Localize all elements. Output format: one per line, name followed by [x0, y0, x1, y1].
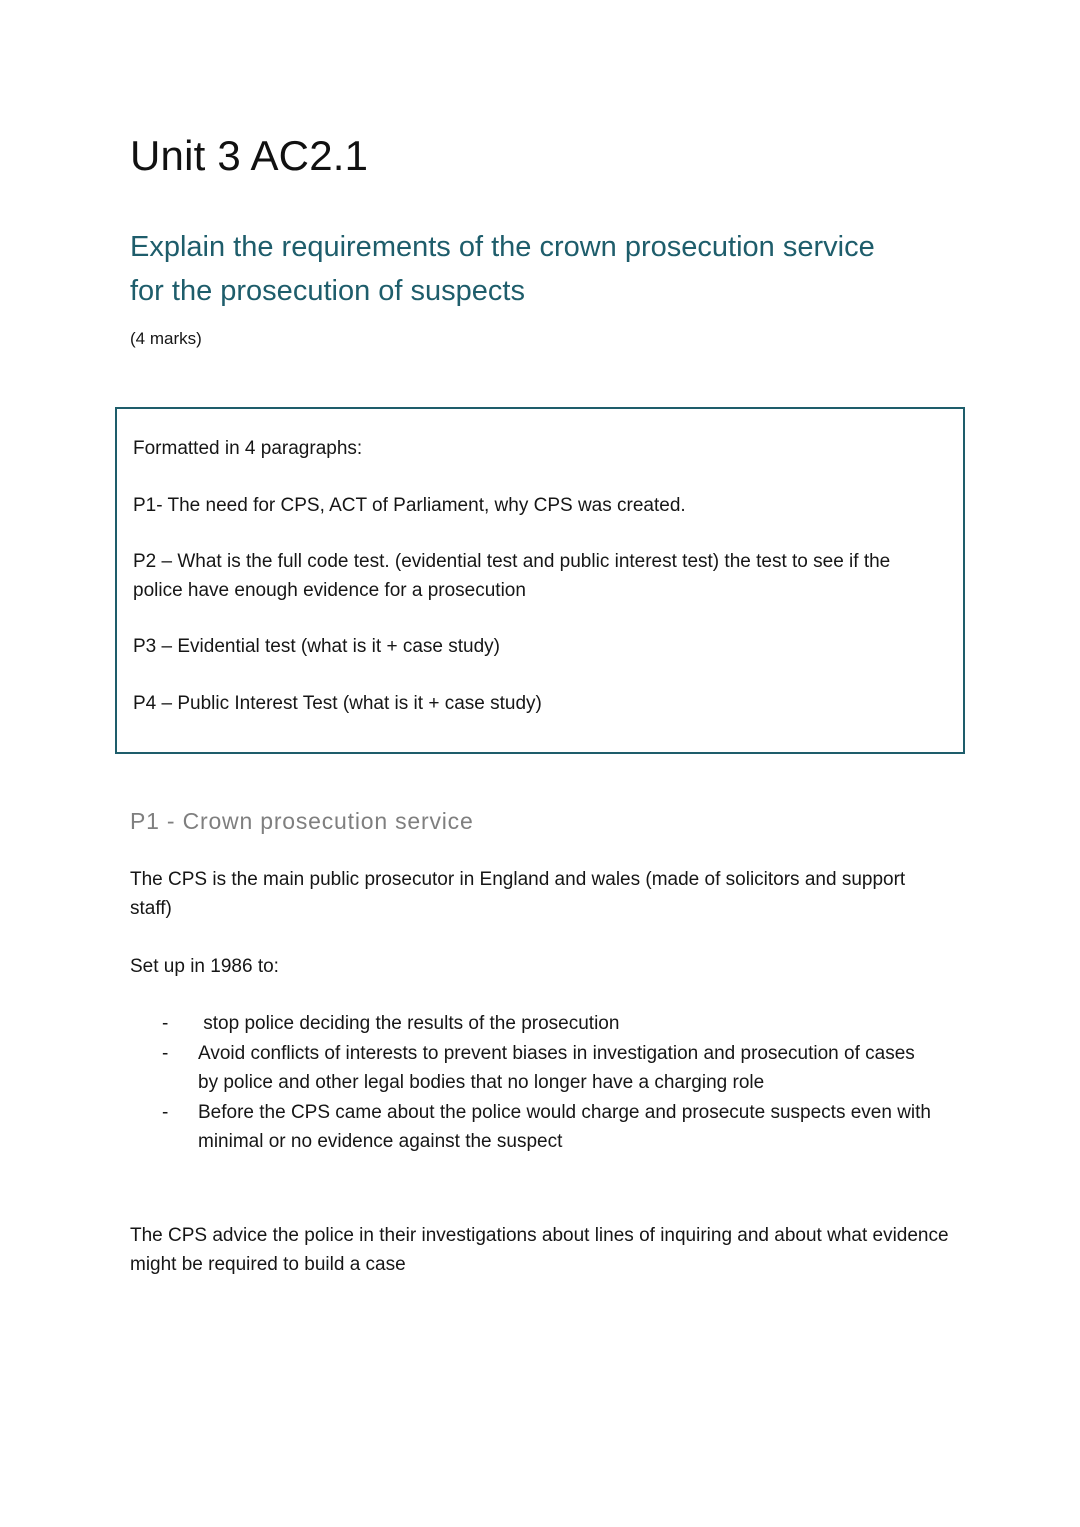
assignment-question-heading: Explain the requirements of the crown prosecution service for the prosecution of suspects — [130, 231, 875, 307]
dash-marker: - — [162, 1101, 169, 1123]
bullet-item — [162, 1009, 932, 1038]
plan-box — [115, 407, 965, 754]
plan-line-p4: P4 – Public Interest Test (what is it + case study) — [133, 692, 542, 714]
marks-label: (4 marks) — [130, 329, 202, 348]
page-title: Unit 3 AC2.1 — [130, 132, 369, 179]
bullet-text: Avoid conflicts of interests to prevent biases in investigation and prosecution of cases by police and other legal bodies that no longer have a charging role — [198, 1042, 921, 1094]
plan-line-intro: Formatted in 4 paragraphs: — [133, 438, 363, 459]
paragraph-cps-advice: The CPS advice the police in their investigations about lines of inquiring and about what evidence might be required to build a case — [130, 1224, 949, 1275]
paragraph-cps-intro: The CPS is the main public prosecutor in England and wales (made of solicitors and support staff) — [130, 869, 906, 920]
bullet-item — [162, 1098, 937, 1157]
plan-line-p2: P2 – What is the full code test. (evidential test and public interest test) the test to see if the police have enough evidence for a prosecution — [133, 551, 891, 601]
section-heading-p1: P1 - Crown prosecution service — [130, 808, 474, 834]
bullet-text: stop police deciding the results of the prosecution — [198, 1013, 620, 1035]
paragraph-setup-lead: Set up in 1986 to: — [130, 955, 279, 977]
paragraph-spacer — [130, 1157, 950, 1221]
dash-marker: - — [162, 1013, 169, 1035]
plan-line-p1: P1- The need for CPS, ACT of Parliament, why CPS was created. — [133, 494, 686, 516]
bullet-text: Before the CPS came about the police would charge and prosecute suspects even with minimal or no evidence against the suspect — [198, 1101, 937, 1153]
plan-line-p3: P3 – Evidential test (what is it + case study) — [133, 636, 500, 657]
dash-marker: - — [162, 1042, 169, 1064]
bullet-list — [162, 1009, 950, 1156]
bullet-item — [162, 1039, 932, 1098]
